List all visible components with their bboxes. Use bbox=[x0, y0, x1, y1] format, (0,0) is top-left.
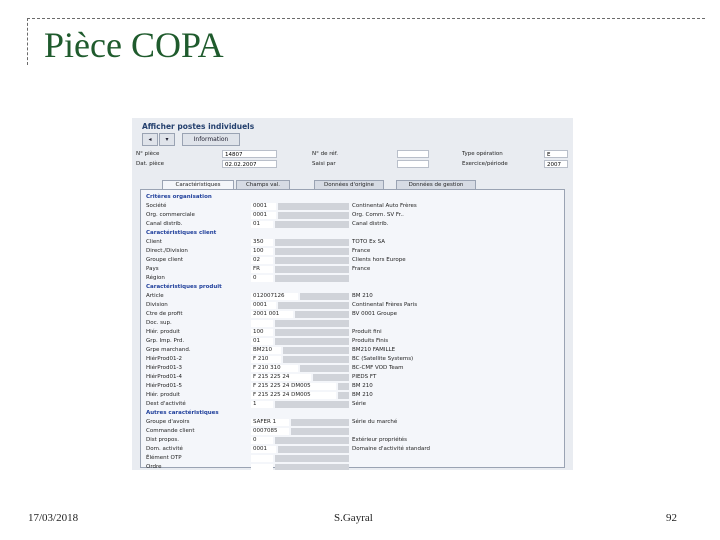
field-description: Domaine d'activité standard bbox=[352, 446, 431, 452]
field-label: Dist propos. bbox=[146, 437, 179, 443]
field-description: TOTO Ex SA bbox=[352, 239, 385, 245]
field-value-extension bbox=[283, 347, 350, 354]
field-value-extension bbox=[338, 383, 349, 390]
field-value[interactable] bbox=[251, 320, 273, 327]
field-description: Série bbox=[352, 401, 367, 407]
field-value[interactable]: 012007126 bbox=[251, 293, 298, 300]
field-value[interactable]: 0001 bbox=[251, 302, 276, 309]
field-value-extension bbox=[275, 338, 349, 345]
section-title: Critères organisation bbox=[146, 194, 212, 200]
entered-by-label: Saisi par bbox=[312, 161, 336, 167]
field-label: Dest d'activité bbox=[146, 401, 186, 407]
sap-screenshot bbox=[132, 118, 573, 470]
piece-date-field[interactable]: 02.02.2007 bbox=[222, 160, 277, 168]
field-value-extension bbox=[275, 257, 349, 264]
footer-date: 17/03/2018 bbox=[28, 512, 79, 524]
information-button[interactable]: Information bbox=[182, 133, 240, 146]
field-value-extension bbox=[313, 374, 349, 381]
field-value-extension bbox=[275, 455, 349, 462]
field-value[interactable]: F 210 310 bbox=[251, 365, 298, 372]
field-label: Ordre bbox=[146, 464, 162, 470]
field-label: Direct./Division bbox=[146, 248, 188, 254]
field-value-extension bbox=[275, 221, 349, 228]
field-label: Doc. sup. bbox=[146, 320, 172, 326]
dropdown-button[interactable]: ▾ bbox=[159, 133, 175, 146]
field-description: Extérieur propriétés bbox=[352, 437, 408, 443]
field-value[interactable]: SAFER 1 bbox=[251, 419, 289, 426]
field-description: Canal distrib. bbox=[352, 221, 389, 227]
field-label: Région bbox=[146, 275, 165, 281]
field-value[interactable]: 100 bbox=[251, 248, 273, 255]
field-value[interactable] bbox=[251, 455, 273, 462]
field-value-extension bbox=[275, 401, 349, 408]
field-description: PIEDS FT bbox=[352, 374, 377, 380]
field-value[interactable]: F 215 225 24 bbox=[251, 374, 311, 381]
field-label: Hiér. produit bbox=[146, 329, 180, 335]
piece-date-label: Dat. pièce bbox=[136, 161, 165, 167]
field-value-extension bbox=[278, 203, 349, 210]
period-field[interactable]: 2007 bbox=[544, 160, 568, 168]
field-label: Groupe client bbox=[146, 257, 183, 263]
field-value-extension bbox=[291, 419, 349, 426]
field-label: Hiér. produit bbox=[146, 392, 180, 398]
field-value[interactable]: 01 bbox=[251, 221, 273, 228]
field-description: Continental Auto Frères bbox=[352, 203, 417, 209]
field-value-extension bbox=[275, 329, 349, 336]
operation-type-label: Type opération bbox=[462, 151, 503, 157]
piece-number-field[interactable]: 14807 bbox=[222, 150, 277, 158]
field-label: Grp. Imp. Prd. bbox=[146, 338, 185, 344]
field-value-extension bbox=[291, 428, 349, 435]
field-value-extension bbox=[295, 311, 349, 318]
field-label: HiérProd01-4 bbox=[146, 374, 183, 380]
field-label: Groupe d'avoirs bbox=[146, 419, 190, 425]
field-description: Continental Frères Paris bbox=[352, 302, 418, 308]
field-value-extension bbox=[300, 293, 349, 300]
footer-page-number: 92 bbox=[666, 512, 677, 524]
tab-donnees-origine[interactable]: Données d'origine bbox=[314, 180, 384, 190]
field-value[interactable]: 0 bbox=[251, 437, 273, 444]
field-value[interactable]: 100 bbox=[251, 329, 273, 336]
field-description: BC-CMF VOD Team bbox=[352, 365, 404, 371]
field-description: Clients hors Europe bbox=[352, 257, 406, 263]
field-value-extension bbox=[275, 239, 349, 246]
field-value[interactable]: 1 bbox=[251, 401, 273, 408]
field-description: BM 210 bbox=[352, 383, 373, 389]
field-label: Société bbox=[146, 203, 167, 209]
field-value-extension bbox=[278, 302, 349, 309]
field-label: HiérProd01-2 bbox=[146, 356, 183, 362]
field-label: Division bbox=[146, 302, 168, 308]
field-label: HiérProd01-3 bbox=[146, 365, 183, 371]
slide-title: Pièce COPA bbox=[44, 25, 224, 65]
field-value[interactable]: 2001 001 bbox=[251, 311, 293, 318]
field-value-extension bbox=[338, 392, 349, 399]
field-description: France bbox=[352, 248, 371, 254]
tab-donnees-gestion[interactable]: Données de gestion bbox=[396, 180, 476, 190]
field-description: BM 210 bbox=[352, 293, 373, 299]
field-value[interactable]: 0001 bbox=[251, 203, 276, 210]
field-value-extension bbox=[283, 356, 350, 363]
section-title: Caractéristiques produit bbox=[146, 284, 222, 290]
field-description: BC (Satellite Systems) bbox=[352, 356, 414, 362]
field-label: HiérProd01-5 bbox=[146, 383, 183, 389]
field-description: Série du marché bbox=[352, 419, 398, 425]
field-value[interactable]: 0 bbox=[251, 275, 273, 282]
left-dashed-rule bbox=[27, 18, 28, 65]
field-label: Ctre de profit bbox=[146, 311, 183, 317]
field-label: Org. commerciale bbox=[146, 212, 195, 218]
reference-label: N° de réf. bbox=[312, 151, 339, 157]
field-label: Article bbox=[146, 293, 164, 299]
entered-by-field[interactable] bbox=[397, 160, 429, 168]
field-value-extension bbox=[275, 320, 349, 327]
field-label: Pays bbox=[146, 266, 159, 272]
field-description: Produit fini bbox=[352, 329, 382, 335]
field-value[interactable]: F 215 225 24 DM005 bbox=[251, 383, 336, 390]
field-label: Dom. activité bbox=[146, 446, 183, 452]
field-label: Client bbox=[146, 239, 162, 245]
field-value-extension bbox=[278, 446, 349, 453]
field-label: Élément OTP bbox=[146, 455, 182, 461]
field-value[interactable]: 0007085 bbox=[251, 428, 289, 435]
reference-field[interactable] bbox=[397, 150, 429, 158]
field-label: Grpe marchand. bbox=[146, 347, 191, 353]
field-label: Canal distrib. bbox=[146, 221, 183, 227]
sap-window-title: Afficher postes individuels bbox=[142, 122, 255, 131]
section-title: Autres caractéristiques bbox=[146, 410, 219, 416]
field-value-extension bbox=[275, 248, 349, 255]
field-description: BV 0001 Groupe bbox=[352, 311, 397, 317]
field-label: Commande client bbox=[146, 428, 195, 434]
tab-champs-valeur[interactable]: Champs val. bbox=[236, 180, 290, 190]
operation-type-field[interactable]: E bbox=[544, 150, 568, 158]
field-value[interactable]: FR bbox=[251, 266, 273, 273]
field-value-extension bbox=[275, 275, 349, 282]
field-value[interactable]: 350 bbox=[251, 239, 273, 246]
tab-caracteristiques[interactable]: Caractéristiques bbox=[162, 180, 234, 190]
piece-number-label: N° pièce bbox=[136, 151, 160, 157]
field-description: BM 210 bbox=[352, 392, 373, 398]
field-value-extension bbox=[278, 212, 349, 219]
field-value[interactable]: BM210 bbox=[251, 347, 281, 354]
field-value-extension bbox=[275, 437, 349, 444]
field-value[interactable]: 02 bbox=[251, 257, 273, 264]
field-value[interactable]: 0001 bbox=[251, 212, 276, 219]
footer-author: S.Gayral bbox=[334, 512, 373, 524]
field-value[interactable]: 01 bbox=[251, 338, 273, 345]
field-value-extension bbox=[275, 266, 349, 273]
top-dashed-rule bbox=[27, 18, 705, 19]
field-value[interactable]: F 210 bbox=[251, 356, 281, 363]
field-description: France bbox=[352, 266, 371, 272]
field-value[interactable]: F 215 225 24 DM005 bbox=[251, 392, 336, 399]
field-description: Org. Comm. SV Fr.. bbox=[352, 212, 404, 218]
field-value[interactable] bbox=[251, 464, 273, 470]
field-description: BM210 FAMILLE bbox=[352, 347, 396, 353]
field-description: Produits Finis bbox=[352, 338, 389, 344]
back-button[interactable]: ◂ bbox=[142, 133, 158, 146]
field-value-extension bbox=[275, 464, 349, 470]
field-value[interactable]: 0001 bbox=[251, 446, 276, 453]
section-title: Caractéristiques client bbox=[146, 230, 217, 236]
period-label: Exercice/période bbox=[462, 161, 508, 167]
field-value-extension bbox=[300, 365, 349, 372]
